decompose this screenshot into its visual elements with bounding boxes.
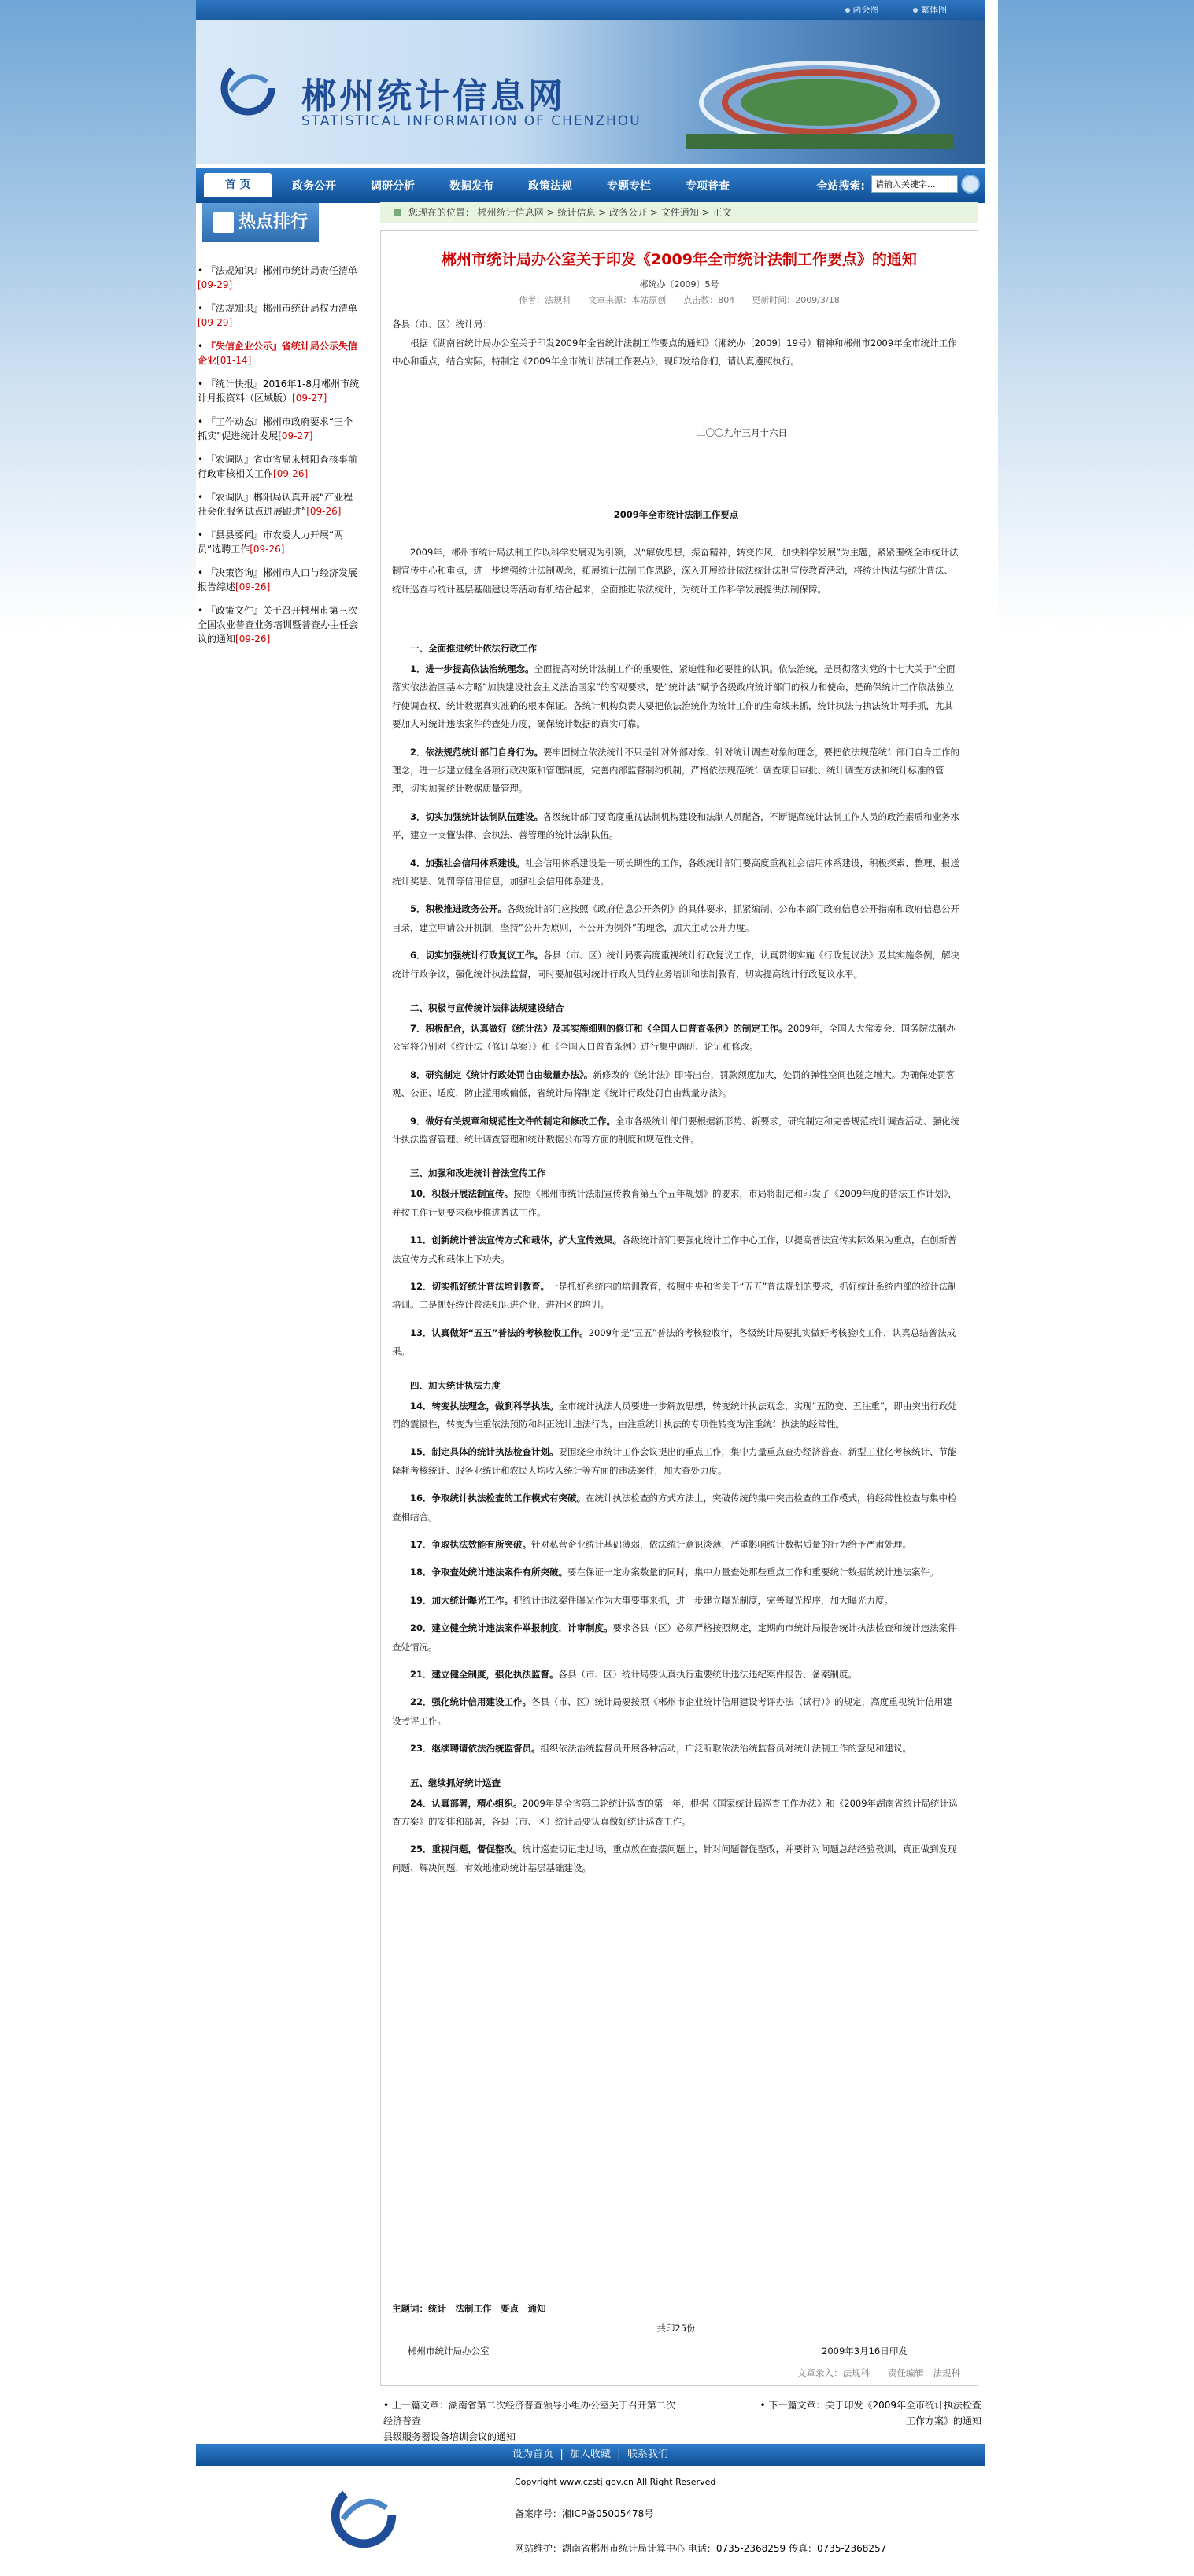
breadcrumb-link-gov[interactable]: 政务公开 <box>609 207 648 218</box>
icp-number: 备案序号：湘ICP备05005478号 <box>515 2508 654 2519</box>
section-heading: 五、继续抓好统计巡查 <box>410 1777 501 1788</box>
search-input[interactable]: 请输入关键字... <box>871 175 958 193</box>
breadcrumb: 您现在的位置： 郴州统计信息网 > 统计信息 > 政务公开 > 文件通知 > 正文 <box>380 202 978 223</box>
top-link-2[interactable]: 繁体图 <box>913 5 947 15</box>
footer-link-favorite[interactable]: 加入收藏 <box>569 2449 611 2460</box>
top-bar <box>196 0 985 20</box>
site-subtitle: STATISTICAL INFORMATION OF CHENZHOU <box>301 113 641 129</box>
search-button[interactable] <box>961 175 980 194</box>
dot-icon <box>913 8 918 13</box>
background-right <box>998 0 1194 629</box>
sidebar-title: 热点排行 <box>202 203 319 242</box>
body-paragraph: 14．转变执法理念，做到科学执法。全市统计执法人员要进一步解放思想，转变统计执法观念，实现“五防变、五注重”，即由突出行政处罚的震慑性，转变为注重依法预防和纠正统计违法行为，由注重统计执法的专项性转变为注重统计执法的经常性。 <box>392 1400 957 1430</box>
body-paragraph: 2．依法规范统计部门自身行为。要牢固树立依法统计不只是针对外部对象、针对统计调查对象的理念，要把依法规范统计部门自身工作的理念，进一步建立健全各项行政决策和管理制度，完善内部监督制约机制，严格依法规范统计调查项目审批、统计调查方法和统计标准的管理，切实加强统计数据质量管理。 <box>392 746 959 795</box>
hot-list-item[interactable]: • 『工作动态』郴州市政府要求“三个抓实”促进统计发展[09-27] <box>198 416 353 441</box>
body-paragraph: 22．强化统计信用建设工作。各县（市、区）统计局要按照《郴州市企业统计信用建设考评办法（试行）》的规定，高度重视统计信用建设考评工作。 <box>392 1696 952 1726</box>
body-paragraph: 25．重视问题，督促整改。统计巡查切记走过场，重点放在查摆问题上，针对问题督促整改，并要针对问题总结经验教训，真正做到发现问题、解决问题，有效地推动统计基层基础建设。 <box>392 1843 957 1873</box>
body-paragraph: 4．加强社会信用体系建设。社会信用体系建设是一项长期性的工作，各级统计部门要高度重视社会信用体系建设，积极探索、整理、报送统计奖惩、处罚等信用信息，加强社会信用体系建设。 <box>392 857 960 887</box>
body-paragraph: 23．继续聘请依法治统监督员。组织依法治统监督员开展各种活动，广泛听取依法治统监督员对统计法制工作的意见和建议。 <box>410 1743 912 1755</box>
breadcrumb-link-notice[interactable]: 文件通知 <box>660 207 699 218</box>
nav-item-topics[interactable]: 专题专栏 <box>607 180 651 193</box>
body-paragraph: 8．研究制定《统计行政处罚自由裁量办法》。新修改的《统计法》即将出台，罚款额度加大，处罚的弹性空间也随之增大。为确保处罚客观、公正、适度，防止滥用或偏低，省统计局将制定《统计行政处罚自由裁量办法》。 <box>392 1068 956 1099</box>
hot-ranking-icon <box>213 212 234 233</box>
article-title: 郴州市统计局办公室关于印发《2009年全市统计法制工作要点》的通知 <box>442 251 917 268</box>
body-paragraph: 12．切实抓好统计普法培训教育。一是抓好系统内的培训教育，按照中央和省关于“五五”普法规划的要求，抓好统计系统内部的统计法制培训。二是抓好统计普法知识进企业、进社区的培训。 <box>392 1281 957 1311</box>
hot-list-item[interactable]: • 『农调队』郴阳局认真开展“产业程社会化服务试点进展跟进”[09-26] <box>198 492 353 517</box>
body-paragraph: 10．积极开展法制宣传。按照《郴州市统计法制宣传教育第五个五年规划》的要求，市局将制定和印发了《2009年度的普法工作计划》，并按工作计划要求稳步推进普法工作。 <box>392 1188 958 1218</box>
body-paragraph: 13．认真做好“五五”普法的考核验收工作。2009年是“五五”普法的考核验收年，各级统计局要扎实做好考核验收工作，认真总结普法成果。 <box>392 1327 956 1357</box>
body-paragraph: 18．争取查处统计违法案件有所突破。要在保证一定办案数量的同时，集中力量查处那些重点工作和重要统计数据的统计违法案件。 <box>410 1567 939 1578</box>
issuer: 郴州市统计局办公室 <box>408 2345 490 2356</box>
hot-list-item[interactable]: • 『失信企业公示』省统计局公示失信企业[01-14] <box>198 341 357 366</box>
host-info: 网站维护：湖南省郴州市统计局计算中心 电话：0735-2368259 传真：0735-2368257 <box>515 2543 887 2554</box>
dot-icon <box>845 8 850 13</box>
page-wrapper <box>196 0 985 2576</box>
body-paragraph: 20．建立健全统计违法案件举报制度，计审制度。要求各县（区）必须严格按照规定，定期向市统计局报告统计执法检查和统计违法案件查处情况。 <box>392 1622 957 1652</box>
footer-link-contact[interactable]: 联系我们 <box>627 2449 668 2460</box>
body-paragraph: 21．建立健全制度，强化执法监督。各县（市、区）统计局要认真执行重要统计违法违纪案件报告、备案制度。 <box>410 1669 858 1680</box>
article-meta: 作者：法规科 文章来源：本站原创 点击数：804 更新时间：2009/3/18 <box>519 295 840 305</box>
background-left <box>0 0 196 629</box>
body-paragraph: 6．切实加强统计行政复议工作。各县（市、区）统计局要高度重视统计行政复议工作，认真贯彻实施《行政复议法》及其实施条例，解决统计行政争议，强化统计执法监督，同时要加强对统计行政人员的业务培训和法制教育，切实提高统计行政复议水平。 <box>392 950 959 980</box>
body-paragraph: 11．创新统计普法宣传方式和载体，扩大宣传效果。各级统计部门要强化统计工作中心工作，以提高普法宣传实际效果为重点，在创新普法宣传方式和载体上下功夫。 <box>392 1234 957 1264</box>
hot-list <box>198 264 361 655</box>
site-logo-icon <box>220 60 276 116</box>
site-title: 郴州统计信息网 <box>301 76 566 116</box>
body-paragraph: 7．积极配合，认真做好《统计法》及其实施细则的修订和《全国人口普查条例》的制定工作。2009年，全国人大常委会、国务院法制办公室将分别对《统计法（修订草案）》和《全国人口普查条例》进行集中调研、论证和修改。 <box>392 1023 956 1053</box>
footer <box>196 2466 985 2576</box>
lead-paragraph: 2009年，郴州市统计局法制工作以科学发展观为引领，以“解放思想，振奋精神，转变作风，加快科学发展”为主题，紧紧围绕全市统计法制宣传中心和重点，进一步增强统计法制观念，拓展统计法制工作思路，深入开展统计依法统计法制宣传教育活动，将统计执法与统计普法、统计巡查与统计基层基础建设等活动有机结合起来，全面推进依法统计，为统计工作科学发展提供法制保障。 <box>392 547 959 595</box>
hot-list-item[interactable]: • 『农调队』省审省局来郴阳查核事前行政审核相关工作[09-26] <box>198 454 357 479</box>
hot-list-item[interactable]: • 『决策咨询』郴州市人口与经济发展报告综述[09-26] <box>198 567 357 592</box>
nav-item-government[interactable]: 政务公开 <box>292 180 336 193</box>
main-nav <box>196 168 985 203</box>
sign-date: 二〇〇九年三月十六日 <box>697 427 787 438</box>
body-paragraph: 5．积极推进政务公开。各级统计部门应按照《政府信息公开条例》的具体要求，抓紧编制、公布本部门政府信息公开指南和政府信息公开目录，建立申请公开机制，坚持“公开为原则，不公开为例外”的理念，加大主动公开力度。 <box>392 903 960 933</box>
hot-list-item[interactable]: • 『县县要闻』市农委大力开展“两员”选聘工作[09-26] <box>198 530 344 555</box>
section-heading: 四、加大统计执法力度 <box>410 1379 501 1391</box>
breadcrumb-link-home[interactable]: 郴州统计信息网 <box>477 207 544 218</box>
hot-list-item[interactable]: • 『法规知识』郴州市统计局责任清单[09-29] <box>198 265 357 290</box>
intro-paragraph: 根据《湖南省统计局办公室关于印发2009年全省统计法制工作要点的通知》（湘统办〔2009〕19号）精神和郴州市2009年全市统计工作中心和重点，结合实际，特制定《2009年全市统计法制工作要点》，现印发给你们，请认真遵照执行。 <box>392 338 957 367</box>
body-paragraph: 3．切实加强统计法制队伍建设。各级统计部门要高度重视法制机构建设和法制人员配备，不断提高统计法制工作人员的政治素质和业务水平，建立一支懂法律、会执法、善管理的统计法制队伍。 <box>392 810 959 841</box>
breadcrumb-prefix: 您现在的位置： <box>408 207 475 218</box>
section-heading: 三、加强和改进统计普法宣传工作 <box>410 1168 546 1179</box>
next-article-link[interactable]: • 下一篇文章：关于印发《2009年全市统计执法检查 工作方案》的通知 <box>760 2400 981 2427</box>
breadcrumb-link-info[interactable]: 统计信息 <box>557 207 596 218</box>
issue-date: 2009年3月16日印发 <box>822 2345 908 2356</box>
nav-item-policy[interactable]: 政策法规 <box>528 180 572 193</box>
banner <box>196 20 985 164</box>
copyright: Copyright www.czstj.gov.cn All Right Reserved <box>515 2477 716 2487</box>
article <box>380 230 978 2386</box>
section-heading: 二、积极与宣传统计法律法规建设结合 <box>410 1002 564 1013</box>
hot-list-item[interactable]: • 『统计快报』2016年1-8月郴州市统计月报资料（区域版）[09-27] <box>198 378 360 404</box>
body-paragraph: 17．争取执法效能有所突破。针对私营企业统计基础薄弱，依法统计意识淡薄，严重影响统计数据质量的行为给予严肃处理。 <box>410 1539 912 1550</box>
article-footer-meta: 文章录入：法规科 责任编辑：法规科 <box>797 2367 960 2379</box>
stadium-image <box>686 47 953 149</box>
nav-item-home[interactable]: 首 页 <box>204 173 272 197</box>
body-paragraph: 15．制定具体的统计执法检查计划。要围绕全市统计工作会议提出的重点工作，集中力量重点查办经济普查、新型工业化考核统计、节能降耗考核统计、服务业统计和农民人均收入统计等方面的违法案件，加大查处力度。 <box>392 1446 957 1476</box>
top-link-1[interactable]: 两会图 <box>845 5 879 15</box>
nav-item-census[interactable]: 专项普查 <box>686 180 730 193</box>
body-paragraph: 16．争取统计执法检查的工作模式有突破。在统计执法检查的方式方法上，突破传统的集中突击检查的工作模式，将经常性检查与集中检查相结合。 <box>392 1493 957 1522</box>
breadcrumb-current: 正文 <box>712 207 732 218</box>
body-paragraph: 9．做好有关规章和规范性文件的制定和修改工作。全市各级统计部门要根据新形势、新要求，研究制定和完善规范统计调查活动、强化统计执法监督管理、统计调查管理和统计数据公布等方面的制度和规范性文件。 <box>392 1115 959 1145</box>
nav-item-data[interactable]: 数据发布 <box>449 180 493 193</box>
footer-logo-icon <box>330 2482 397 2549</box>
prev-article-link[interactable]: • 上一篇文章：湖南省第二次经济普查领导小组办公室关于召开第二次经济普查 县级服务器设备培训会议的通知 <box>383 2400 675 2442</box>
hot-list-item[interactable]: • 『政策文件』关于召开郴州市第三次全国农业普查业务培训暨普查办主任会议的通知[09-26] <box>198 605 359 644</box>
salutation: 各县（市、区）统计局： <box>392 319 492 330</box>
section-heading: 一、全面推进统计依法行政工作 <box>410 643 537 654</box>
body-paragraph: 24．认真部署，精心组织。2009年是全省第二轮统计巡查的第一年，根据《国家统计局巡查工作办法》和《2009年湖南省统计局统计巡查方案》的安排和部署，各县（市、区）统计局要认真做好统计巡查工作。 <box>392 1797 958 1827</box>
footer-nav: 设为首页 | 加入收藏 | 联系我们 <box>196 2444 985 2466</box>
document-number: 郴统办〔2009〕5号 <box>639 279 719 290</box>
section-subtitle: 2009年全市统计法制工作要点 <box>613 509 739 520</box>
top-links <box>814 3 948 16</box>
footer-link-homepage[interactable]: 设为首页 <box>512 2449 554 2460</box>
breadcrumb-icon <box>394 209 401 216</box>
keywords: 主题词：统计 法制工作 要点 通知 <box>392 2303 546 2314</box>
body-paragraph: 19．加大统计曝光工作。把统计违法案件曝光作为大事要事来抓，进一步建立曝光制度，完善曝光程序，加大曝光力度。 <box>410 1594 894 1606</box>
hot-list-item[interactable]: • 『法规知识』郴州市统计局权力清单[09-29] <box>198 303 357 328</box>
body-paragraph: 1．进一步提高依法治统理念。全面提高对统计法制工作的重要性、紧迫性和必要性的认识。依法治统，是贯彻落实党的十七大关于“全面落实依法治国基本方略”加快建设社会主义法治国家”的客观要求，是“统计法”赋予各级政府统计部门的权力和使命，是确保统计工作依法独立行使调查权、统计数据真实准确的根本保证。各统计机构负责人要把依法治统作为统计工作的生命线来抓，统计执法与执法统计两手抓，尤其要加大对统计违法案件的查处力度，确保统计数据的真实可靠。 <box>392 663 956 730</box>
copies-count: 共印25份 <box>656 2323 696 2334</box>
search-label: 全站搜索: <box>816 180 865 193</box>
nav-item-research[interactable]: 调研分析 <box>371 180 415 193</box>
